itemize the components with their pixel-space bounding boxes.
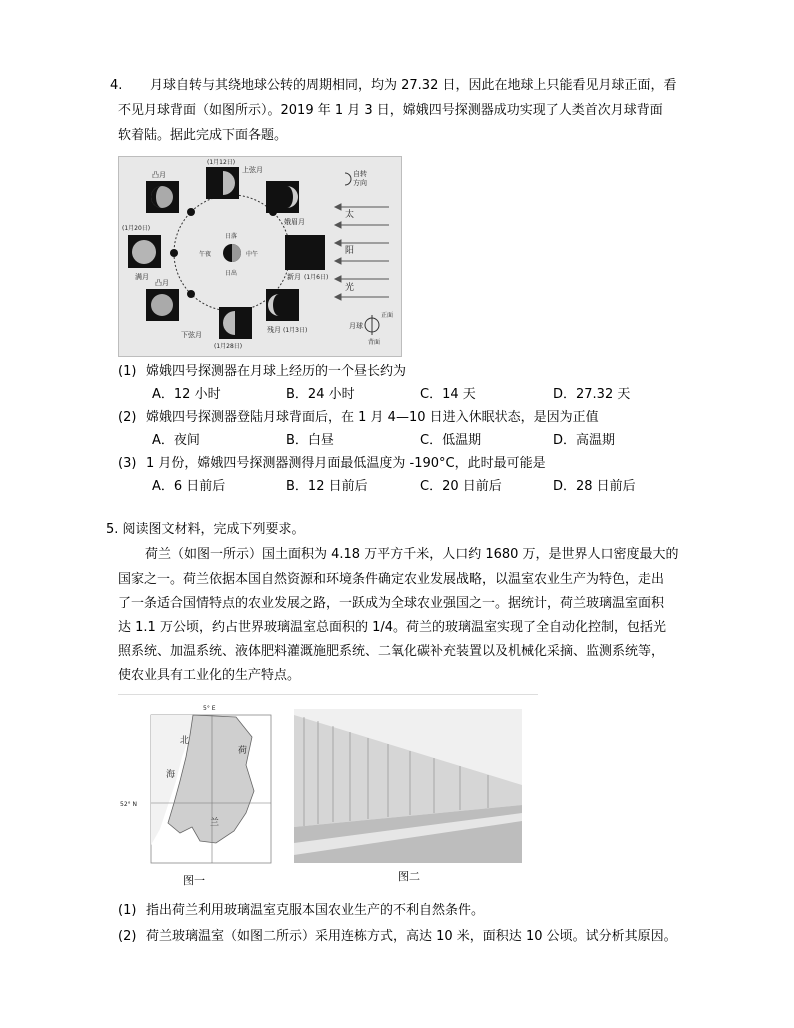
q4-sub3-option-d[interactable]: D．28 日前后 — [553, 479, 636, 494]
label-noon: 中午 — [246, 251, 259, 258]
q4-sub2-option-a[interactable]: A．夜间 — [152, 433, 200, 448]
q4-sub2-option-b[interactable]: B．白昼 — [286, 433, 334, 448]
label-rotation-2: 方向 — [353, 179, 367, 187]
orbit-moon-left — [170, 249, 178, 257]
label-sun-2: 阳 — [345, 246, 355, 256]
label-gibbous-lower: 凸月 — [155, 279, 169, 287]
map-country-1: 荷 — [238, 746, 248, 756]
q4-sub1-option-d[interactable]: D．27.32 天 — [553, 387, 631, 402]
caption-figure-1: 图一 — [183, 874, 205, 887]
label-sunrise: 日出 — [225, 270, 238, 277]
label-sun-3: 光 — [345, 283, 355, 293]
label-sun-1: 太 — [345, 210, 355, 220]
netherlands-figures — [118, 694, 538, 865]
label-third-quarter-date: (1月28日) — [214, 343, 243, 350]
q4-sub2-text: 嫦娥四号探测器登陆月球背面后，在 1 月 4—10 日进入休眠状态，是因为正值 — [146, 410, 599, 425]
question-4-intro-line-2: 不见月球背面（如图所示）。2019 年 1 月 3 日，嫦娥四号探测器成功实现了人类首次月球背面 — [118, 103, 663, 118]
map-sea-1: 北 — [180, 736, 190, 746]
question-4-intro-line-1: 月球自转与其绕地球公转的周期相同，均为 27.32 日，因此在地球上只能看见月球正面，看 — [150, 78, 677, 93]
map-lon-label: 5° E — [203, 705, 216, 712]
q5-paragraph-line-2: 国家之一。荷兰依据本国自然资源和环境条件确定农业发展战略，以温室农业生产为特色，走出 — [118, 572, 665, 587]
photo-new-moon — [285, 235, 325, 270]
netherlands-map-and-greenhouse — [118, 695, 538, 865]
label-midnight: 午夜 — [199, 251, 212, 258]
earth-lit-half — [232, 244, 241, 262]
label-waning-crescent-date: (1月3日) — [283, 327, 308, 334]
label-new-moon-date: (1月6日) — [304, 274, 329, 281]
label-full-moon-date: (1月20日) — [122, 225, 151, 232]
question-5-heading: 5. 阅读图文材料，完成下列要求。 — [106, 522, 305, 537]
q4-sub3-option-a[interactable]: A．6 日前后 — [152, 479, 226, 494]
full-moon-icon — [132, 240, 156, 264]
label-legend-front: 正面 — [381, 312, 394, 319]
caption-figure-2: 图二 — [398, 870, 420, 883]
label-first-quarter: 上弦月 — [242, 166, 263, 174]
label-first-quarter-date: (1月12日) — [207, 159, 236, 166]
q4-sub1-option-c[interactable]: C．14 天 — [420, 387, 476, 402]
q4-sub3-option-b[interactable]: B．12 日前后 — [286, 479, 368, 494]
label-legend-moon: 月球 — [349, 322, 363, 330]
q4-sub2-option-d[interactable]: D．高温期 — [553, 433, 616, 448]
q5-sub2-text: 荷兰玻璃温室（如图二所示）采用连栋方式，高达 10 米，面积达 10 公顷。试分析其原因。 — [146, 929, 677, 944]
label-legend-back: 背面 — [368, 339, 381, 346]
moon-phase-diagram — [119, 157, 401, 356]
label-new-moon: 新月 — [287, 273, 301, 281]
map-country-2: 兰 — [210, 818, 220, 828]
q4-sub3-text: 1 月份，嫦娥四号探测器测得月面最低温度为 -190°C，此时最可能是 — [146, 456, 546, 471]
sunlight-arrows — [335, 204, 389, 300]
q5-paragraph-line-4: 达 1.1 万公顷，约占世界玻璃温室总面积的 1/4。荷兰的玻璃温室实现了全自动化控制，包括光 — [118, 620, 666, 635]
q5-paragraph-line-6: 使农业具有工业化的生产特点。 — [118, 668, 301, 683]
q4-sub1-text: 嫦娥四号探测器在月球上经历的一个昼长约为 — [146, 364, 407, 379]
question-4-intro-line-3: 软着陆。据此完成下面各题。 — [118, 128, 288, 143]
label-rotation: 自转 — [353, 170, 367, 178]
moon-phase-figure — [118, 156, 402, 357]
q4-sub1-label: (1) — [118, 364, 137, 379]
q5-paragraph-line-3: 了一条适合国情特点的农业发展之路，一跃成为全球农业强国之一。据统计，荷兰玻璃温室面积 — [118, 596, 665, 611]
label-waning-crescent: 残月 — [267, 326, 281, 334]
orbit-moon-upper-left — [187, 208, 195, 216]
rotation-direction-icon — [345, 173, 351, 185]
label-sunset: 日落 — [225, 233, 238, 240]
q4-sub1-option-a[interactable]: A．12 小时 — [152, 387, 221, 402]
orbit-moon-lower-left — [187, 290, 195, 298]
label-gibbous-upper: 凸月 — [152, 171, 166, 179]
q5-paragraph-line-1: 荷兰（如图一所示）国土面积为 4.18 万平方千米，人口约 1680 万，是世界人口密度最大的 — [145, 547, 679, 562]
q5-sub2-label: (2) — [118, 929, 137, 944]
q5-paragraph-line-5: 照系统、加温系统、液体肥料灌溉施肥系统、二氧化碳补充装置以及机械化采摘、监测系统等， — [118, 644, 665, 659]
label-waxing-crescent: 娥眉月 — [284, 218, 305, 226]
question-number-4: 4. — [110, 78, 123, 93]
label-full-moon: 满月 — [135, 273, 149, 281]
q4-sub1-option-b[interactable]: B．24 小时 — [286, 387, 355, 402]
q4-sub2-label: (2) — [118, 410, 137, 425]
q4-sub3-option-c[interactable]: C．20 日前后 — [420, 479, 502, 494]
label-third-quarter: 下弦月 — [181, 331, 202, 339]
map-lat-label: 52° N — [120, 801, 138, 808]
q4-sub2-option-c[interactable]: C．低温期 — [420, 433, 482, 448]
q5-sub1-label: (1) — [118, 903, 137, 918]
q4-sub3-label: (3) — [118, 456, 137, 471]
q5-sub1-text: 指出荷兰利用玻璃温室克服本国农业生产的不利自然条件。 — [146, 903, 485, 918]
gibbous-lower-icon — [151, 294, 173, 316]
map-sea-2: 海 — [166, 770, 176, 780]
